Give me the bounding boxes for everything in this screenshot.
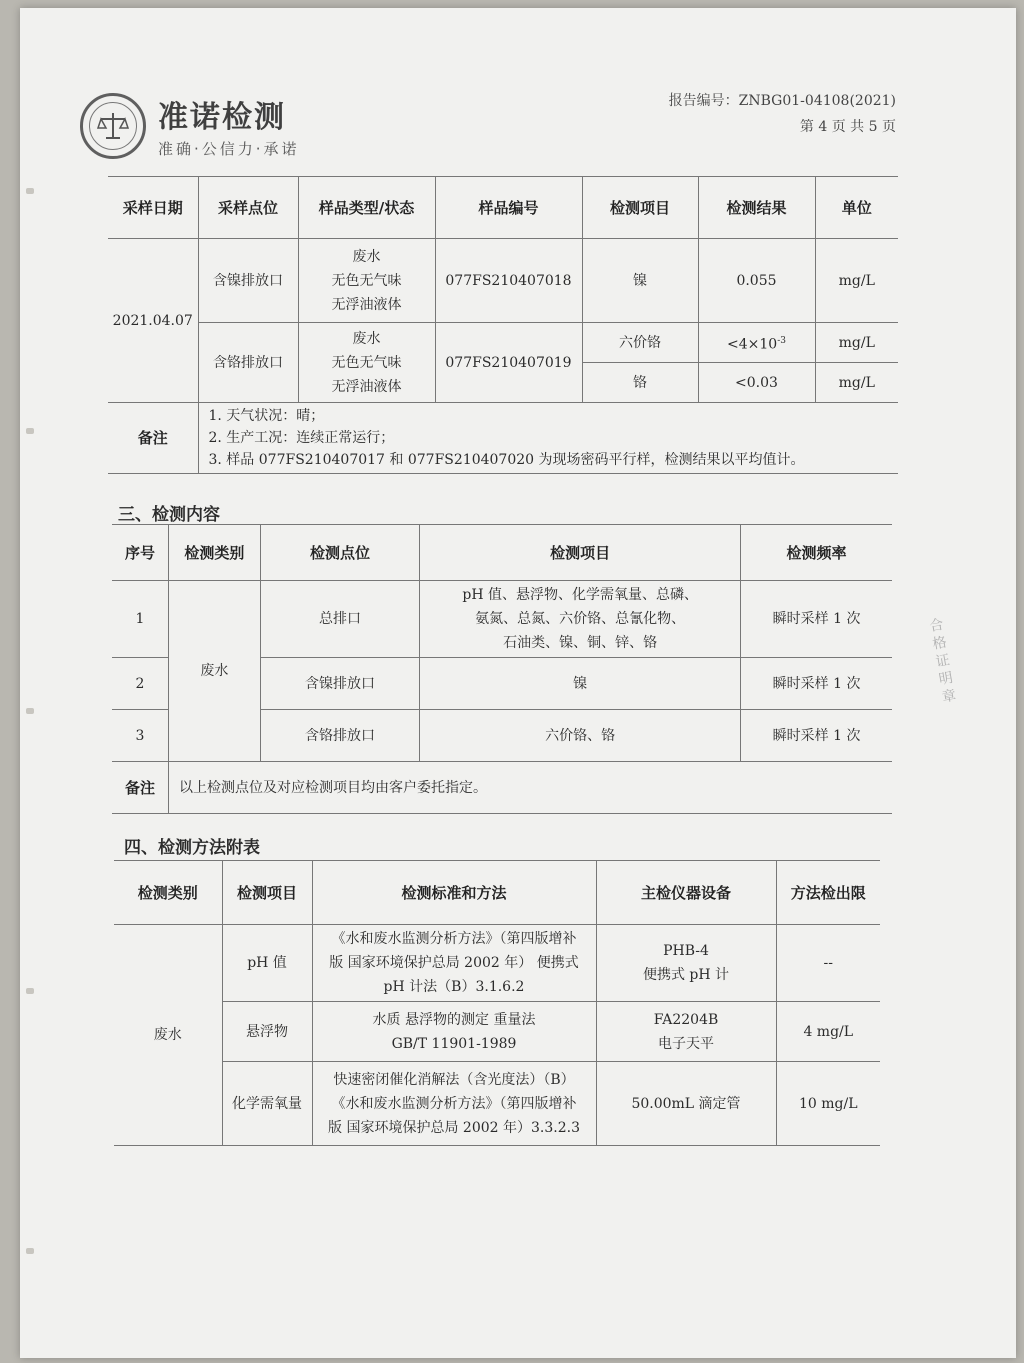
remark-text: 以上检测点位及对应检测项目均由客户委托指定。 — [169, 762, 893, 814]
unit: mg/L — [815, 363, 898, 403]
table-header-row — [112, 525, 892, 581]
sample-number: 077FS210407018 — [435, 239, 582, 323]
test-point: 总排口 — [260, 581, 419, 658]
report-meta — [669, 88, 896, 140]
unit: mg/L — [815, 323, 898, 363]
remarks — [198, 403, 898, 474]
remarks-row — [112, 762, 892, 814]
test-frequency: 瞬时采样 1 次 — [741, 710, 892, 762]
row-number: 2 — [112, 658, 169, 710]
col-header: 检测结果 — [698, 177, 815, 239]
report-number: 报告编号：ZNBG01-04108(2021) — [668, 93, 896, 109]
col-header: 检测项目 — [420, 525, 741, 581]
sample-number: 077FS210407019 — [435, 323, 582, 403]
remark-label: 备注 — [108, 403, 198, 474]
margin-stamp-note: 合格证明章 — [926, 616, 958, 708]
test-device: FA2204B 电子天平 — [596, 1002, 776, 1062]
test-item: 铬 — [582, 363, 698, 403]
test-result: <0.03 — [698, 363, 815, 403]
test-items: pH 值、悬浮物、化学需氧量、总磷、 氨氮、总氮、六价铬、总氰化物、 石油类、镍、铜、锌、铬 — [420, 581, 741, 658]
table-row — [114, 925, 880, 1002]
row-number: 1 — [112, 581, 169, 658]
col-header: 方法检出限 — [776, 861, 880, 925]
col-header: 检测类别 — [114, 861, 222, 925]
test-content-table — [112, 524, 892, 814]
test-item: 化学需氧量 — [222, 1062, 312, 1146]
detection-limit: -- — [776, 925, 880, 1002]
col-header: 检测项目 — [222, 861, 312, 925]
col-header: 样品类型/状态 — [298, 177, 435, 239]
col-header: 检测点位 — [260, 525, 419, 581]
unit: mg/L — [815, 239, 898, 323]
row-number: 3 — [112, 710, 169, 762]
test-device: PHB-4 便携式 pH 计 — [596, 925, 776, 1002]
col-header: 检测频率 — [741, 525, 892, 581]
table-row — [112, 581, 892, 658]
sample-type: 废水 无色无气味 无浮油液体 — [298, 239, 435, 323]
detection-limit: 4 mg/L — [776, 1002, 880, 1062]
test-item: pH 值 — [222, 925, 312, 1002]
col-header: 主检仪器设备 — [596, 861, 776, 925]
method-table — [114, 860, 880, 1146]
scales-seal-icon — [80, 93, 146, 159]
test-result: $<4\times 10^{-3}$ — [698, 323, 815, 363]
test-point: 含铬排放口 — [260, 710, 419, 762]
remarks-row — [108, 403, 898, 474]
detection-limit: 10 mg/L — [776, 1062, 880, 1146]
table-row — [108, 239, 898, 323]
col-header: 采样点位 — [198, 177, 298, 239]
col-header: 检测类别 — [169, 525, 261, 581]
remark-line: 2. 生产工况：连续正常运行； — [208, 430, 395, 446]
test-item: 镍 — [582, 239, 698, 323]
test-result: 0.055 — [698, 239, 815, 323]
page-info: 第 4 页 共 5 页 — [799, 119, 896, 135]
col-header: 单位 — [815, 177, 898, 239]
table-header-row — [108, 177, 898, 239]
test-method: 《水和废水监测分析方法》（第四版增补 版 国家环境保护总局 2002 年） 便携式 pH 计法（B）3.1.6.2 — [312, 925, 596, 1002]
test-category: 废水 — [169, 581, 261, 762]
table-row — [114, 1002, 880, 1062]
sampling-point: 含镍排放口 — [198, 239, 298, 323]
sampling-point: 含铬排放口 — [198, 323, 298, 403]
col-header: 采样日期 — [108, 177, 198, 239]
test-method: 水质 悬浮物的测定 重量法 GB/T 11901-1989 — [312, 1002, 596, 1062]
test-frequency: 瞬时采样 1 次 — [741, 581, 892, 658]
test-method: 快速密闭催化消解法（含光度法）（B） 《水和废水监测分析方法》（第四版增补 版 国家环境保护总局 2002 年）3.3.2.3 — [312, 1062, 596, 1146]
remark-label: 备注 — [112, 762, 169, 814]
col-header: 样品编号 — [435, 177, 582, 239]
table-header-row — [114, 861, 880, 925]
test-item: 六价铬 — [582, 323, 698, 363]
table-row — [108, 323, 898, 363]
remark-line: 1. 天气状况：晴； — [208, 408, 325, 424]
binding-holes — [20, 8, 46, 1358]
test-point: 含镍排放口 — [260, 658, 419, 710]
col-header: 检测标准和方法 — [312, 861, 596, 925]
table-row — [114, 1062, 880, 1146]
brand-name: 准诺检测 — [158, 100, 286, 135]
section-title: 四、检测方法附表 — [124, 838, 260, 858]
company-logo — [80, 92, 300, 159]
test-items: 六价铬、铬 — [420, 710, 741, 762]
sampling-date: 2021.04.07 — [108, 239, 198, 403]
test-device: 50.00mL 滴定管 — [596, 1062, 776, 1146]
remark-line: 3. 样品 077FS210407017 和 077FS210407020 为现场密码平行样，检测结果以平均值计。 — [208, 452, 805, 468]
test-category: 废水 — [114, 925, 222, 1146]
test-frequency: 瞬时采样 1 次 — [741, 658, 892, 710]
test-items: 镍 — [420, 658, 741, 710]
test-item: 悬浮物 — [222, 1002, 312, 1062]
section-title: 三、检测内容 — [118, 505, 220, 525]
sampling-results-table — [108, 176, 898, 474]
col-header: 检测项目 — [582, 177, 698, 239]
brand-slogan: 准确·公信力·承诺 — [158, 140, 300, 158]
col-header: 序号 — [112, 525, 169, 581]
sample-type: 废水 无色无气味 无浮油液体 — [298, 323, 435, 403]
